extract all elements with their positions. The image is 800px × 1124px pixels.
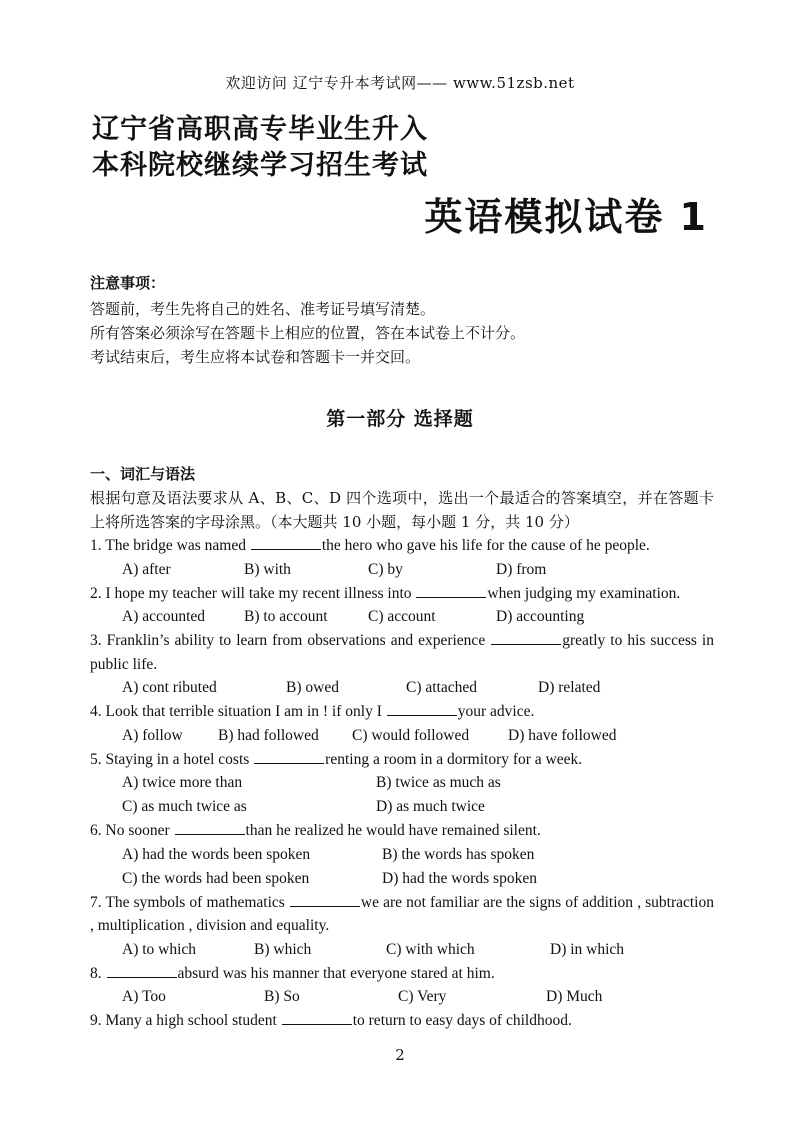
stem-text: 1. The bridge was named xyxy=(90,537,250,554)
option-d: D) from xyxy=(496,560,547,578)
option-b: B) which xyxy=(254,940,312,958)
option-b: B) had followed xyxy=(218,726,319,744)
stem-text: 9. Many a high school student xyxy=(90,1012,281,1029)
option-a: A) follow xyxy=(122,726,183,744)
answer-blank xyxy=(416,583,486,598)
option-a: A) Too xyxy=(122,988,166,1005)
vocabulary-grammar-section xyxy=(90,462,714,1033)
question-1 xyxy=(90,534,714,582)
question-stem xyxy=(90,582,714,606)
section-heading: 一、词汇与语法 xyxy=(90,465,196,483)
stem-text: absurd was his manner that everyone stared at him. xyxy=(177,964,495,982)
option-c: C) would followed xyxy=(352,726,470,744)
notice-line: 答题前，考生先将自己的姓名、准考证号填写清楚。 xyxy=(90,300,436,318)
option-b: B) owed xyxy=(286,679,339,696)
answer-blank xyxy=(491,630,561,645)
stem-text: 8. xyxy=(90,964,106,982)
question-5 xyxy=(90,748,714,820)
stem-text: when judging my examination. xyxy=(487,584,681,602)
option-c: C) as much twice as xyxy=(122,798,247,815)
answer-blank xyxy=(282,1010,352,1025)
question-stem xyxy=(90,700,714,724)
option-a: A) twice more than xyxy=(122,774,243,791)
question-stem xyxy=(90,534,714,558)
stem-text: greatly to his success in public life. xyxy=(90,632,714,673)
exam-title-line-1: 辽宁省高职高专毕业生升入 xyxy=(92,114,428,145)
option-b: B) So xyxy=(264,988,300,1005)
option-d: D) accounting xyxy=(496,608,585,625)
question-9 xyxy=(90,1009,714,1033)
answer-blank xyxy=(254,749,324,764)
answer-options xyxy=(90,938,714,962)
answer-options xyxy=(90,843,714,867)
answer-options xyxy=(90,605,714,629)
question-4 xyxy=(90,700,714,748)
answer-blank xyxy=(387,701,457,716)
option-b: B) twice as much as xyxy=(376,774,501,791)
option-b: B) the words has spoken xyxy=(382,845,535,863)
question-2 xyxy=(90,582,714,630)
question-3 xyxy=(90,629,714,700)
question-7 xyxy=(90,891,714,962)
stem-text: 2. I hope my teacher will take my recent illness into xyxy=(90,584,416,602)
question-stem xyxy=(90,748,714,772)
stem-text: to return to easy days of childhood. xyxy=(352,1012,572,1029)
answer-options xyxy=(90,724,714,748)
question-8 xyxy=(90,962,714,1010)
option-c: C) Very xyxy=(398,988,447,1005)
stem-text: 6. No sooner xyxy=(90,822,174,839)
notice-line: 所有答案必须涂写在答题卡上相应的位置，答在本试卷上不计分。 xyxy=(90,324,526,342)
option-c: C) account xyxy=(368,608,436,625)
stem-text: 4. Look that terrible situation I am in ! if only I xyxy=(90,703,386,720)
stem-text: 7. The symbols of mathematics xyxy=(90,893,289,911)
part-title: 第一部分 选择题 xyxy=(326,408,474,430)
question-stem xyxy=(90,962,714,986)
option-a: A) after xyxy=(122,560,171,578)
question-stem xyxy=(90,819,714,843)
option-d: D) Much xyxy=(546,988,603,1005)
option-a: A) accounted xyxy=(122,608,206,625)
option-c: C) the words had been spoken xyxy=(122,869,310,887)
option-d: D) had the words spoken xyxy=(382,869,537,887)
section-instruction: 根据句意及语法要求从 A、B、C、D 四个选项中，选出一个最适合的答案填空，并在答题卡上将所选答案的字母涂黑。（本大题共 10 小题，每小题 1 分，共 10 分） xyxy=(90,489,714,531)
question-stem xyxy=(90,1009,714,1033)
answer-options xyxy=(90,985,714,1009)
stem-text: we are not familiar are the signs of addition , subtraction , multiplication , division and equality. xyxy=(90,893,714,934)
website-banner: 欢迎访问 辽宁专升本考试网—— www.51zsb.net xyxy=(225,74,575,92)
answer-blank xyxy=(107,963,177,978)
exam-title-line-2: 本科院校继续学习招生考试 xyxy=(92,150,428,181)
option-b: B) with xyxy=(244,560,291,578)
question-stem xyxy=(90,629,714,676)
option-a: A) to which xyxy=(122,940,197,958)
option-d: D) in which xyxy=(550,940,625,958)
answer-blank xyxy=(290,892,360,907)
stem-text: 5. Staying in a hotel costs xyxy=(90,750,254,768)
paper-title: 英语模拟试卷 1 xyxy=(424,195,708,239)
option-c: C) by xyxy=(368,560,403,578)
answer-options xyxy=(90,795,714,819)
option-a: A) cont ributed xyxy=(122,679,217,696)
answer-options xyxy=(90,676,714,700)
stem-text: renting a room in a dormitory for a week. xyxy=(325,750,583,768)
question-stem xyxy=(90,891,714,938)
answer-blank xyxy=(175,820,245,835)
option-c: C) attached xyxy=(406,679,478,696)
option-d: D) as much twice xyxy=(376,798,485,815)
option-b: B) to account xyxy=(244,608,328,625)
stem-text: 3. Franklin’s ability to learn from observations and experience xyxy=(90,632,491,649)
answer-options xyxy=(90,771,714,795)
exam-title-block xyxy=(92,112,428,184)
option-d: D) have followed xyxy=(508,726,617,744)
question-6 xyxy=(90,819,714,891)
option-a: A) had the words been spoken xyxy=(122,845,311,863)
page-number: 2 xyxy=(395,1046,405,1064)
notice-block xyxy=(90,272,525,369)
answer-options xyxy=(90,558,714,582)
option-d: D) related xyxy=(538,679,601,696)
stem-text: your advice. xyxy=(457,703,535,720)
stem-text: than he realized he would have remained silent. xyxy=(245,822,541,839)
notice-heading: 注意事项： xyxy=(90,274,166,292)
notice-line: 考试结束后，考生应将本试卷和答题卡一并交回。 xyxy=(90,348,421,366)
option-c: C) with which xyxy=(386,940,475,958)
answer-options xyxy=(90,867,714,891)
answer-blank xyxy=(251,535,321,550)
stem-text: the hero who gave his life for the cause of he people. xyxy=(321,537,650,554)
